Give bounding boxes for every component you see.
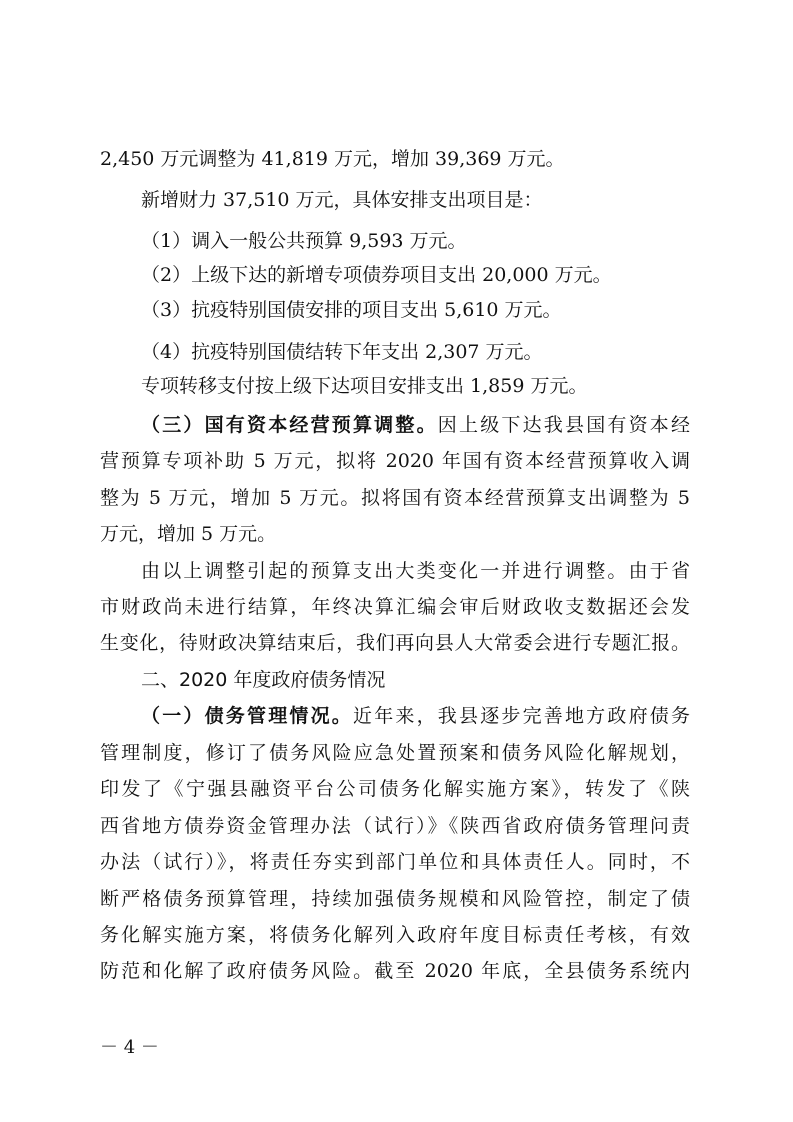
paragraph-line: 防范和化解了政府债务风险。截至 2020 年底，全县债务系统内	[100, 960, 690, 982]
page-number: － 4 －	[100, 1037, 159, 1058]
paragraph-line: 西省地方债券资金管理办法（试行）》《陕西省政府债务管理问责	[100, 815, 690, 837]
paragraph-line: 由以上调整引起的预算支出大类变化一并进行调整。由于省	[141, 560, 690, 582]
paragraph-line: 专项转移支付按上级下达项目安排支出 1,859 万元。	[141, 375, 588, 397]
paragraph-line: （一）债务管理情况。近年来，我县逐步完善地方政府债务	[141, 705, 690, 727]
paragraph-line: 万元，增加 5 万元。	[100, 523, 277, 545]
paragraph-line: 2,450 万元调整为 41,819 万元，增加 39,369 万元。	[100, 148, 565, 170]
list-item: （2）上级下达的新增专项债券项目支出 20,000 万元。	[141, 264, 612, 286]
paragraph-line: 务化解实施方案，将债务化解列入政府年度目标责任考核，有效	[100, 924, 690, 946]
chapter-heading: 二、2020 年度政府债务情况	[141, 669, 386, 691]
list-item: （4）抗疫特别国债结转下年支出 2,307 万元。	[141, 341, 543, 363]
paragraph-line: 管理制度，修订了债务风险应急处置预案和债务风险化解规划，	[100, 742, 690, 764]
list-item: （3）抗疫特别国债安排的项目支出 5,610 万元。	[141, 299, 562, 321]
section-heading: （一）债务管理情况。	[141, 705, 353, 727]
paragraph-line: 断严格债务预算管理，持续加强债务规模和风险管控，制定了债	[100, 888, 690, 910]
paragraph-line: 市财政尚未进行结算，年终决算汇编会审后财政收支数据还会发	[100, 596, 690, 618]
paragraph-line: 办法（试行）》，将责任夯实到部门单位和具体责任人。同时，不	[100, 851, 690, 873]
paragraph-line: 印发了《宁强县融资平台公司债务化解实施方案》，转发了《陕	[100, 778, 690, 800]
paragraph-line: 营预算专项补助 5 万元，拟将 2020 年国有资本经营预算收入调	[100, 450, 690, 472]
paragraph-line: 整为 5 万元，增加 5 万元。拟将国有资本经营预算支出调整为 5	[100, 487, 690, 509]
paragraph-line: （三）国有资本经营预算调整。因上级下达我县国有资本经	[141, 414, 690, 436]
paragraph-line: 生变化，待财政决算结束后，我们再向县人大常委会进行专题汇报。	[100, 632, 690, 654]
list-item: （1）调入一般公共预算 9,593 万元。	[141, 230, 467, 252]
paragraph-line: 新增财力 37,510 万元，具体安排支出项目是：	[141, 189, 543, 211]
section-heading: （三）国有资本经营预算调整。	[141, 414, 438, 436]
